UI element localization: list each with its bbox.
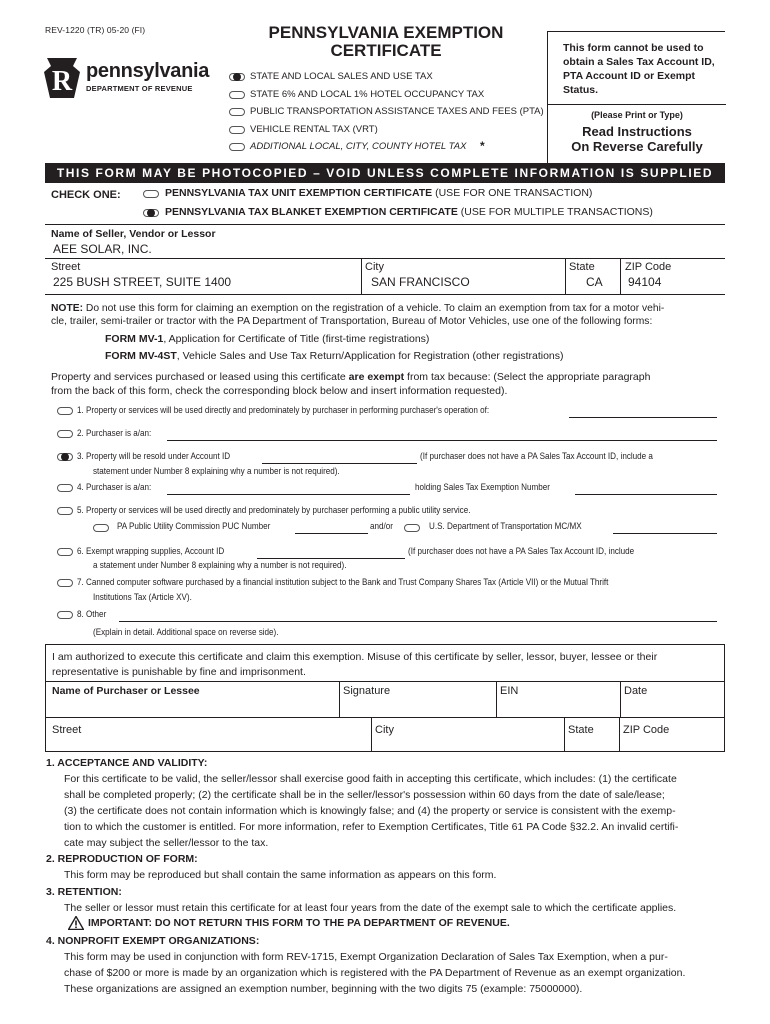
instruction-line: cate may subject the seller/lessor to the tax. xyxy=(64,837,269,849)
purchaser-zip-label: ZIP Code xyxy=(623,724,670,736)
divider xyxy=(371,717,372,751)
note-line1 xyxy=(51,302,731,315)
instruction-line: For this certificate to be valid, the seller/lessor shall exercise good faith in accepting this certificate, which includes: (1) the certificate xyxy=(64,773,677,785)
divider xyxy=(45,294,725,295)
page-title xyxy=(231,24,541,60)
note-bold: NOTE: xyxy=(51,303,84,314)
purchaser-city-label: City xyxy=(375,724,394,736)
reason-note: (Explain in detail. Additional space on reverse side). xyxy=(93,627,279,637)
tax-type-label: STATE 6% AND LOCAL 1% HOTEL OCCUPANCY TAX xyxy=(250,89,485,100)
divider xyxy=(548,104,726,105)
form-mv1-rest: , Application for Certificate of Title (first-time registrations) xyxy=(163,333,430,345)
puc-label: PA Public Utility Commission PUC Number xyxy=(117,521,271,531)
purchaser-box xyxy=(45,644,725,752)
seller-name-field[interactable]: AEE SOLAR, INC. xyxy=(53,242,152,256)
svg-text:R: R xyxy=(51,66,73,97)
instruction-heading: 2. REPRODUCTION OF FORM: xyxy=(46,853,198,865)
instruction-line: (3) the certificate does not contain information which is knowingly false; and (4) the property or service is consistent with the exemp- xyxy=(64,805,676,817)
divider xyxy=(361,258,362,294)
tax-type-sales-use[interactable] xyxy=(229,71,529,85)
warning-icon xyxy=(68,916,84,930)
option-label xyxy=(165,206,653,218)
tax-type-label: STATE AND LOCAL SALES AND USE TAX xyxy=(250,71,433,82)
reason-label: 5. Property or services will be used directly and predominately by purchaser performing a public utility service. xyxy=(77,505,471,515)
seller-city-label: City xyxy=(365,261,384,273)
blank-line[interactable] xyxy=(613,533,717,534)
seller-zip-field[interactable]: 94104 xyxy=(628,275,662,289)
form-mv4st-rest: , Vehicle Sales and Use Tax Return/Application for Registration (other registrations) xyxy=(176,350,564,362)
purchaser-zip-field[interactable] xyxy=(622,735,720,749)
purchaser-city-field[interactable] xyxy=(374,735,562,749)
radio-checked-icon[interactable] xyxy=(229,73,245,81)
property-bold: are exempt xyxy=(348,371,405,383)
authorization-line2: representative is punishable by fine and imprisonment. xyxy=(52,666,306,678)
unit-exemption-option[interactable] xyxy=(143,187,723,201)
reason-label: 2. Purchaser is a/an: xyxy=(77,428,152,438)
purchaser-street-label: Street xyxy=(52,724,82,736)
blank-line[interactable] xyxy=(167,494,410,495)
instruction-heading: 4. NONPROFIT EXEMPT ORGANIZATIONS: xyxy=(46,935,260,947)
instruction-line: shall be completed properly; (2) the certificate shall be in the seller/lessor's possession within 60 days from the date of sale/lease; xyxy=(64,789,665,801)
reason-label: 6. Exempt wrapping supplies, Account ID xyxy=(77,546,225,556)
option-bold: PENNSYLVANIA TAX BLANKET EXEMPTION CERTIFICATE xyxy=(165,206,458,218)
instruction-heading: 1. ACCEPTANCE AND VALIDITY: xyxy=(46,757,208,769)
seller-zip-label: ZIP Code xyxy=(625,261,672,273)
blank-line[interactable] xyxy=(167,440,717,441)
tax-type-hotel[interactable] xyxy=(229,89,529,103)
dot-label: U.S. Department of Transportation MC/MX xyxy=(429,521,582,531)
divider xyxy=(565,258,566,294)
reason-label: 1. Property or services will be used directly and predominately by purchaser in performing purchaser's operation of: xyxy=(77,405,490,415)
radio-icon[interactable] xyxy=(404,524,420,532)
divider xyxy=(339,681,340,717)
reason-note: (If purchaser does not have a PA Sales Tax Account ID, include a xyxy=(420,451,653,461)
read-line2: On Reverse Carefully xyxy=(571,139,703,154)
radio-icon[interactable] xyxy=(93,524,109,532)
reason-6[interactable] xyxy=(57,545,727,575)
divider xyxy=(45,224,725,225)
instruction-line: These organizations are assigned an exemption number, beginning with the two digits 75 (example: 75000000). xyxy=(64,983,583,995)
form-id: REV-1220 (TR) 05-20 (FI) xyxy=(45,25,146,35)
divider xyxy=(46,681,724,682)
blank-line[interactable] xyxy=(575,494,717,495)
reason-note: statement under Number 8 explaining why a number is not required). xyxy=(93,466,340,476)
authorization-line1: I am authorized to execute this certificate and claim this exemption. Misuse of this certificate by seller, lessor, buyer, lessee or their xyxy=(52,651,658,663)
keystone-icon xyxy=(43,58,81,98)
account-id-line[interactable] xyxy=(262,463,417,464)
notice-text: This form cannot be used to obtain a Sales Tax Account ID, PTA Account ID or Exempt Status. xyxy=(563,42,715,96)
radio-icon[interactable] xyxy=(229,126,245,134)
property-line1 xyxy=(51,370,650,384)
radio-checked-icon[interactable] xyxy=(57,453,73,461)
reason-7[interactable] xyxy=(57,576,727,606)
purchaser-name-label: Name of Purchaser or Lessee xyxy=(52,685,200,697)
property-text xyxy=(51,370,650,398)
reason-2[interactable] xyxy=(57,427,727,441)
instruction-line: chase of $200 or more is made by an organization which is registered with the PA Department of Revenue as an exempt organization. xyxy=(64,967,686,979)
title-line1: PENNSYLVANIA EXEMPTION xyxy=(268,23,504,42)
option-rest: (USE FOR ONE TRANSACTION) xyxy=(432,187,593,199)
purchaser-name-field[interactable] xyxy=(51,697,337,713)
divider xyxy=(564,717,565,751)
reason-5[interactable] xyxy=(57,504,727,536)
note-line2: cle, trailer, semi-trailer or tractor with the PA Department of Transportation, Bureau of Motor Vehicles, use one of the following forms: xyxy=(51,316,653,327)
reason-4[interactable] xyxy=(57,481,727,495)
note-text1: Do not use this form for claiming an exemption on the registration of a vehicle. To claim an exemption from tax for a motor vehi- xyxy=(83,303,665,314)
radio-icon[interactable] xyxy=(57,484,73,492)
blank-line[interactable] xyxy=(295,533,368,534)
andor-label: and/or xyxy=(370,521,393,531)
divider xyxy=(496,681,497,717)
seller-state-field[interactable]: CA xyxy=(586,275,603,289)
ein-field[interactable] xyxy=(499,697,617,713)
instruction-body xyxy=(64,949,685,997)
check-one-label: CHECK ONE: xyxy=(51,189,121,201)
radio-icon[interactable] xyxy=(57,579,73,587)
reason-note: (If purchaser does not have a PA Sales Tax Account ID, include xyxy=(408,546,635,556)
divider xyxy=(620,258,621,294)
reason-label: 8. Other xyxy=(77,609,107,619)
option-label xyxy=(165,187,592,199)
account-id-line[interactable] xyxy=(257,558,405,559)
radio-icon[interactable] xyxy=(57,611,73,619)
tax-type-vrt[interactable] xyxy=(229,124,529,138)
reason-label: 4. Purchaser is a/an: xyxy=(77,482,152,492)
instruction-line: The seller or lessor must retain this certificate for at least four years from the date of the exempt sale to which the certificate applies. xyxy=(64,902,677,914)
instruction-heading: 3. RETENTION: xyxy=(46,886,122,898)
seller-state-label: State xyxy=(569,261,595,273)
blank-line[interactable] xyxy=(119,621,717,622)
reason-1[interactable] xyxy=(57,404,727,418)
important-text: IMPORTANT: DO NOT RETURN THIS FORM TO THE PA DEPARTMENT OF REVENUE. xyxy=(88,917,510,929)
date-field[interactable] xyxy=(623,697,721,713)
note-text xyxy=(51,302,731,328)
logo-dept: DEPARTMENT OF REVENUE xyxy=(86,84,193,93)
form-mv4st-bold: FORM MV-4ST xyxy=(105,350,177,362)
tax-type-label: PUBLIC TRANSPORTATION ASSISTANCE TAXES AND FEES (PTA) xyxy=(250,106,544,117)
property-a: Property and services purchased or leased using this certificate xyxy=(51,371,349,383)
instruction-body xyxy=(64,771,678,851)
property-b: from tax because: (Select the appropriate paragraph xyxy=(404,371,651,383)
divider xyxy=(46,717,724,718)
ein-label: EIN xyxy=(500,685,519,697)
tax-type-label: VEHICLE RENTAL TAX (VRT) xyxy=(250,124,378,135)
radio-icon[interactable] xyxy=(57,507,73,515)
form-mv1-bold: FORM MV-1 xyxy=(105,333,164,345)
property-line2: from the back of this form, check the corresponding block below and insert information requested). xyxy=(51,385,508,397)
radio-icon[interactable] xyxy=(143,190,159,198)
purchaser-state-field[interactable] xyxy=(567,735,617,749)
option-rest: (USE FOR MULTIPLE TRANSACTIONS) xyxy=(457,206,653,218)
radio-icon[interactable] xyxy=(229,91,245,99)
divider xyxy=(619,717,620,751)
asterisk: * xyxy=(480,139,485,153)
reason-note: holding Sales Tax Exemption Number xyxy=(415,482,550,492)
instruction-line: tion to which the customer is entitled. For more information, refer to Exemption Certificates, Title 61 PA Code §32.2. An invalid certifi- xyxy=(64,821,679,833)
seller-street-field[interactable]: 225 BUSH STREET, SUITE 1400 xyxy=(53,275,232,289)
option-bold: PENNSYLVANIA TAX UNIT EXEMPTION CERTIFICATE xyxy=(165,187,433,199)
seller-name-label: Name of Seller, Vendor or Lessor xyxy=(51,228,216,240)
divider xyxy=(620,681,621,717)
form-mv1 xyxy=(105,333,429,345)
date-label: Date xyxy=(624,685,648,697)
tax-type-pta[interactable] xyxy=(229,106,544,120)
print-note: (Please Print or Type) xyxy=(591,110,683,120)
title-line2: CERTIFICATE xyxy=(330,41,442,60)
read-line1: Read Instructions xyxy=(582,124,692,139)
reason-note: Institutions Tax (Article XV). xyxy=(93,592,192,602)
tax-type-local-hotel[interactable] xyxy=(229,141,529,155)
purchaser-street-field[interactable] xyxy=(51,735,369,749)
signature-field[interactable] xyxy=(342,697,492,713)
instruction-line: This form may be used in conjunction with form REV-1715, Exempt Organization Declaration of Sales Tax Exemption, when a pur- xyxy=(64,951,668,963)
reason-label: 7. Canned computer software purchased by a financial institution subject to the Bank and Trust Company Shares Tax (Article VII) or the Mutual Thrift xyxy=(77,577,609,587)
instruction-line: This form may be reproduced but shall contain the same information as appears on this form. xyxy=(64,869,497,881)
radio-checked-icon[interactable] xyxy=(143,209,159,217)
blanket-exemption-option[interactable] xyxy=(143,206,723,220)
form-mv4st xyxy=(105,350,564,362)
reason-3[interactable] xyxy=(57,450,727,480)
reason-label: 3. Property will be resold under Account ID xyxy=(77,451,231,461)
photocopy-banner: THIS FORM MAY BE PHOTOCOPIED – VOID UNLESS COMPLETE INFORMATION IS SUPPLIED xyxy=(45,163,725,183)
radio-icon[interactable] xyxy=(229,108,245,116)
blank-line[interactable] xyxy=(569,417,717,418)
seller-street-label: Street xyxy=(51,261,81,273)
notice-box xyxy=(547,31,725,163)
pa-logo xyxy=(43,58,210,98)
radio-icon[interactable] xyxy=(57,548,73,556)
divider xyxy=(45,258,725,259)
radio-icon[interactable] xyxy=(57,430,73,438)
radio-icon[interactable] xyxy=(57,407,73,415)
purchaser-state-label: State xyxy=(568,724,594,736)
radio-icon[interactable] xyxy=(229,143,245,151)
authorization-text xyxy=(52,650,657,680)
seller-city-field[interactable]: SAN FRANCISCO xyxy=(371,275,470,289)
logo-name: pennsylvania xyxy=(86,60,210,82)
signature-label: Signature xyxy=(343,685,391,697)
reason-8[interactable] xyxy=(57,608,727,638)
tax-type-label: ADDITIONAL LOCAL, CITY, COUNTY HOTEL TAX xyxy=(250,141,467,152)
reason-note: a statement under Number 8 explaining why a number is not required). xyxy=(93,560,347,570)
